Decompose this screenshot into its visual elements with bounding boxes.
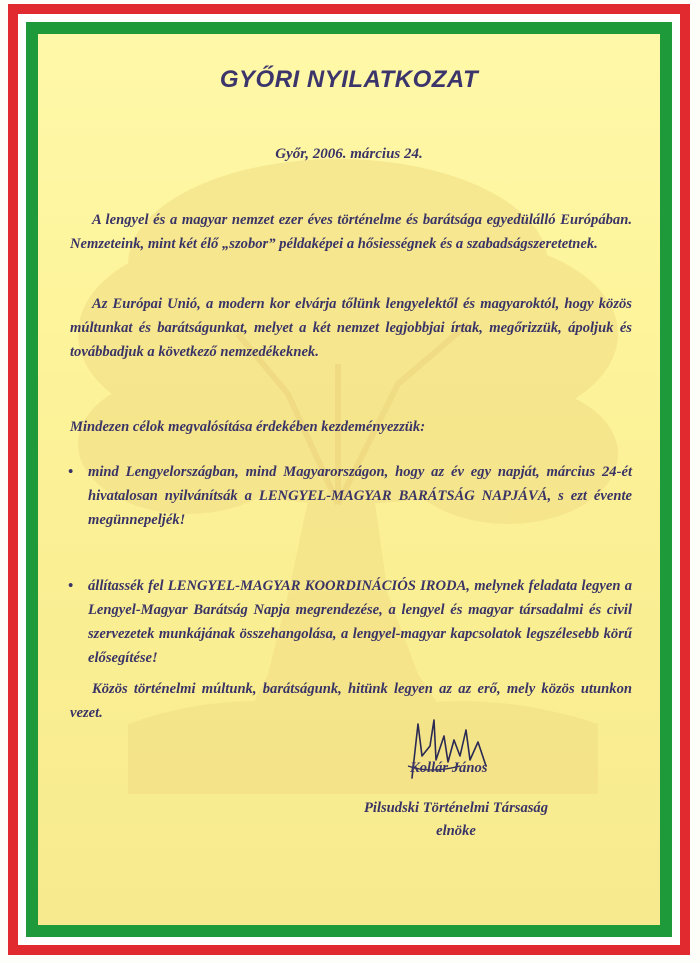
place-date: Győr, 2006. március 24.: [275, 146, 423, 162]
bullet-text-2: állítassék fel LENGYEL-MAGYAR KOORDINÁCIÓS IRODA, melynek feladata legyen a Lengyel-Magyar Barátság Napja megrendezése, a lengyel és magyar társadalmi és civil szervezetek munkájának összehangolása, a lengyel-magyar kapcsolatok legszélesebb körű elősegítése!: [88, 578, 632, 666]
document-content: [38, 34, 660, 925]
bullet-text-1: mind Lengyelországban, mind Magyarországon, hogy az év egy napját, március 24-ét hivatalosan nyilvánítsák a LENGYEL-MAGYAR BARÁTSÁG NAPJÁVÁ, s ezt évente megünnepeljék!: [88, 464, 632, 528]
paragraph-2: Az Európai Unió, a modern kor elvárja tőlünk lengyelektől és magyaroktól, hogy közös múltunkat és barátságunkat, melyet a két nemzet legjobbjai írtak, megőrizzük, ápoljuk és továbbadjuk a következő nemzedékeknek.: [70, 296, 632, 360]
paragraph-1: A lengyel és a magyar nemzet ezer éves történelme és barátsága egyedülálló Európában. Nemzeteink, mint két élő „szobor” példaképei a hősiességnek és a szabadságszeretetnek.: [70, 212, 632, 252]
signatory-organization: Pilsudski Történelmi Társaság: [363, 800, 549, 816]
bullet-dot: •: [68, 464, 74, 480]
closing-paragraph: Közös történelmi múltunk, barátságunk, hitünk legyen az az erő, mely közös utunkon vezet.: [70, 681, 632, 721]
bullet-item-1: [68, 460, 632, 532]
document-title: GYŐRI NYILATKOZAT: [219, 66, 479, 93]
document-paper: [38, 34, 660, 925]
signatory-role: elnöke: [436, 823, 476, 839]
paragraph-3: Mindezen célok megvalósítása érdekében kezdeményezzük:: [70, 419, 426, 435]
signatory-name: Kollár János: [410, 760, 488, 776]
bullet-item-2: [68, 574, 632, 670]
bullet-dot: •: [68, 578, 74, 594]
